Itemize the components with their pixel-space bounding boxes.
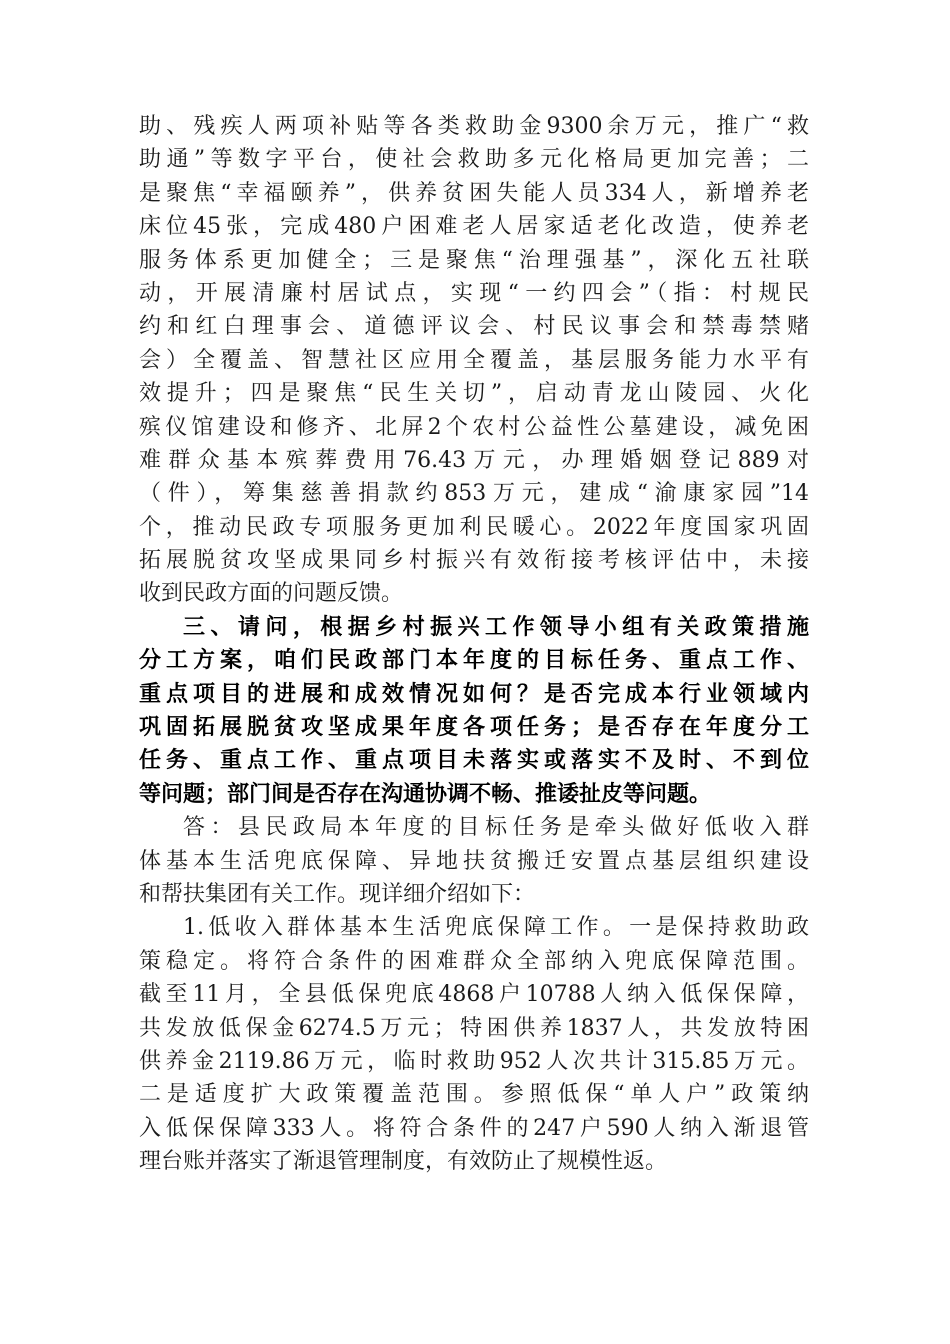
- text-line: 动，开展清廉村居试点，实现“一约四会”（指：村规民: [139, 280, 809, 306]
- text-line: 收到民政方面的问题反馈。: [139, 581, 404, 607]
- text-line: 效提升；四是聚焦“民生关切”，启动青龙山陵园、火化: [139, 381, 809, 407]
- text-line: 策稳定。将符合条件的困难群众全部纳入兜底保障范围。: [139, 948, 809, 974]
- text-line: 和帮扶集团有关工作。现详细介绍如下：: [139, 881, 536, 907]
- text-line: 服务体系更加健全；三是聚焦“治理强基”，深化五社联: [139, 247, 809, 273]
- text-line: 会）全覆盖、智慧社区应用全覆盖，基层服务能力水平有: [139, 347, 809, 373]
- paragraph-social-assistance: [139, 110, 809, 611]
- text-line: 助通”等数字平台，使社会救助多元化格局更加完善；二: [139, 147, 809, 173]
- text-line: 1.低收入群体基本生活兜底保障工作。一是保持救助政: [183, 915, 809, 941]
- text-line: 殡仪馆建设和修齐、北屏2个农村公益性公墓建设，减免困: [139, 414, 809, 440]
- text-line: 答：县民政局本年度的目标任务是牵头做好低收入群: [183, 815, 809, 841]
- text-line: 体基本生活兜底保障、异地扶贫搬迁安置点基层组织建设: [139, 848, 809, 874]
- text-line: 理台账并落实了渐退管理制度，有效防止了规模性返。: [139, 1149, 668, 1175]
- document-body: [139, 110, 809, 1179]
- text-line: 入低保保障333人。将符合条件的247户590人纳入渐退管: [139, 1115, 809, 1141]
- text-line: 是聚焦“幸福颐养”，供养贫困失能人员334人，新增养老: [139, 180, 809, 206]
- text-line: 约和红白理事会、道德评议会、村民议事会和禁毒禁赌: [139, 314, 809, 340]
- question-line: 任务、重点工作、重点项目未落实或落实不及时、不到位: [139, 748, 809, 774]
- text-line: （件），筹集慈善捐款约853万元，建成“渝康家园”14: [139, 481, 809, 507]
- text-line: 床位45张，完成480户困难老人居家适老化改造，使养老: [139, 214, 809, 240]
- text-line: 共发放低保金6274.5万元；特困供养1837人，共发放特困: [139, 1015, 809, 1041]
- text-line: 截至11月，全县低保兜底4868户10788人纳入低保保障，: [139, 982, 809, 1008]
- question-line: 重点项目的进展和成效情况如何？是否完成本行业领域内: [139, 681, 809, 707]
- question-line: 等问题；部门间是否存在沟通协调不畅、推诿扯皮等问题。: [139, 781, 712, 807]
- answer-intro: [139, 811, 809, 911]
- text-line: 拓展脱贫攻坚成果同乡村振兴有效衔接考核评估中，未接: [139, 548, 809, 574]
- answer-item-1: [139, 911, 809, 1178]
- text-line: 个，推动民政专项服务更加利民暖心。2022年度国家巩固: [139, 514, 809, 540]
- question-line: 巩固拓展脱贫攻坚成果年度各项任务；是否存在年度分工: [139, 715, 809, 741]
- text-line: 难群众基本殡葬费用76.43万元，办理婚姻登记889对: [139, 447, 809, 473]
- text-line: 供养金2119.86万元，临时救助952人次共计315.85万元。: [139, 1048, 809, 1074]
- text-line: 二是适度扩大政策覆盖范围。参照低保“单人户”政策纳: [139, 1082, 809, 1108]
- question-three: [139, 611, 809, 811]
- question-line: 三、请问，根据乡村振兴工作领导小组有关政策措施: [183, 614, 809, 640]
- text-line: 助、残疾人两项补贴等各类救助金9300余万元，推广“救: [139, 114, 809, 139]
- question-line: 分工方案，咱们民政部门本年度的目标任务、重点工作、: [139, 648, 809, 674]
